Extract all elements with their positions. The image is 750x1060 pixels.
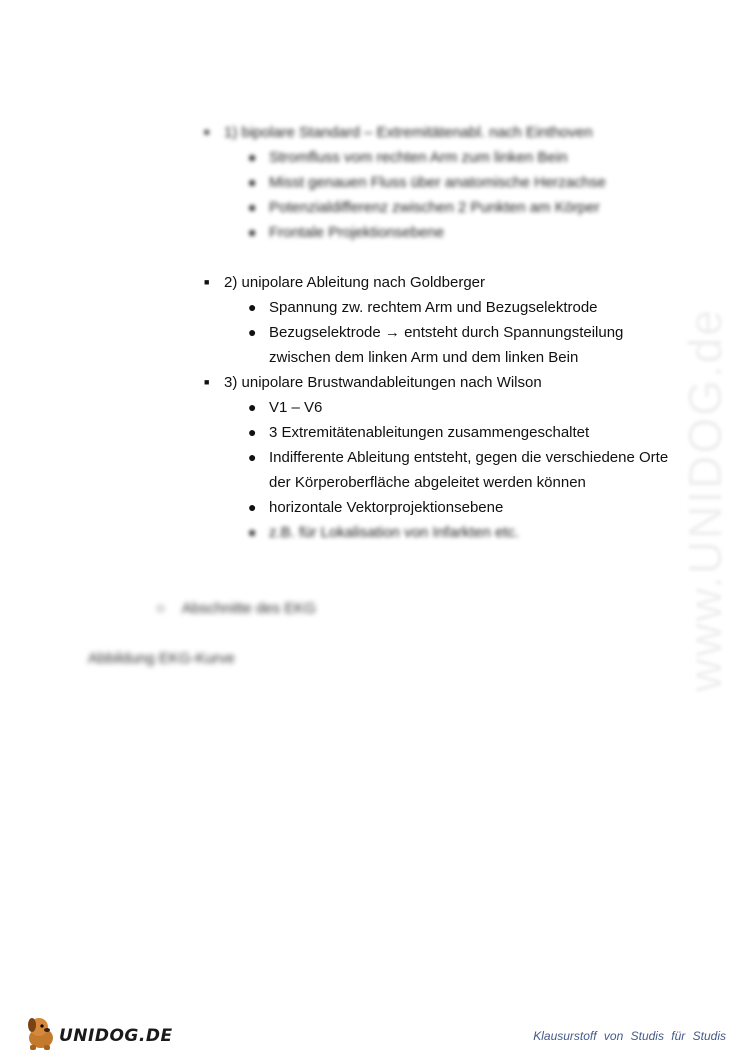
unidog-logo: UNIDOG.DE: [22, 1012, 172, 1052]
dot-bullet-icon: ●: [248, 399, 257, 415]
dog-mascot-icon: [22, 1012, 62, 1052]
watermark: www.UNIDOG.de: [679, 308, 731, 692]
dot-bullet-icon: ●: [248, 449, 257, 465]
footer-tagline: Klausurstoff von Studis für Studis: [533, 1029, 726, 1043]
dot-bullet-icon: ●: [248, 299, 257, 315]
square-bullet-icon: ■: [204, 277, 210, 287]
dot-bullet-icon: ●: [248, 424, 257, 440]
dot-bullet-icon: ●: [248, 324, 257, 340]
square-bullet-icon: ■: [204, 377, 210, 387]
abbildung-caption: Abbildung EKG-Kurve: [88, 650, 235, 667]
dot-bullet-icon: ●: [248, 499, 257, 515]
circle-bullet-icon: ○: [156, 600, 166, 617]
abschnitte-item: ○ Abschnitte des EKG: [156, 600, 316, 617]
document-page: www.UNIDOG.de ■ 1) bipolare Standard – Extremitätenabl. nach Einthoven ● Stromfluss vom rechten Arm zum linken Bein ● Misst genauen Fluss über anatomische Herzachse ● Potenzialdifferenz zwischen 2 Punkten am Körper ● Frontale Projektionsebene ■ 2) unipolare Ableitung nach Goldberger ● Spannung zw. rechtem Arm und Bezugselektrode ● Bezugselektrode → entsteht durch Spannungsteilung zwischen dem linken Arm und dem linken Bein ■ 3) unipolare Brustwandableitungen nach Wilson ● V1 – V6 ● 3 Extremitätenableitungen zusammengeschaltet ● Indifferente Ableitung entsteht, gegen die verschiedene Orte der Körperoberfläche abgeleitet werden können ● horizontale Vektorprojektionsebene ● z.B. für Lokalisation von Infarkten etc. ○ Abschnitte des EKG Abbildung EKG-Kurve UNIDOG.DE Klausurstoff von Studis für Studis: [0, 0, 750, 1060]
